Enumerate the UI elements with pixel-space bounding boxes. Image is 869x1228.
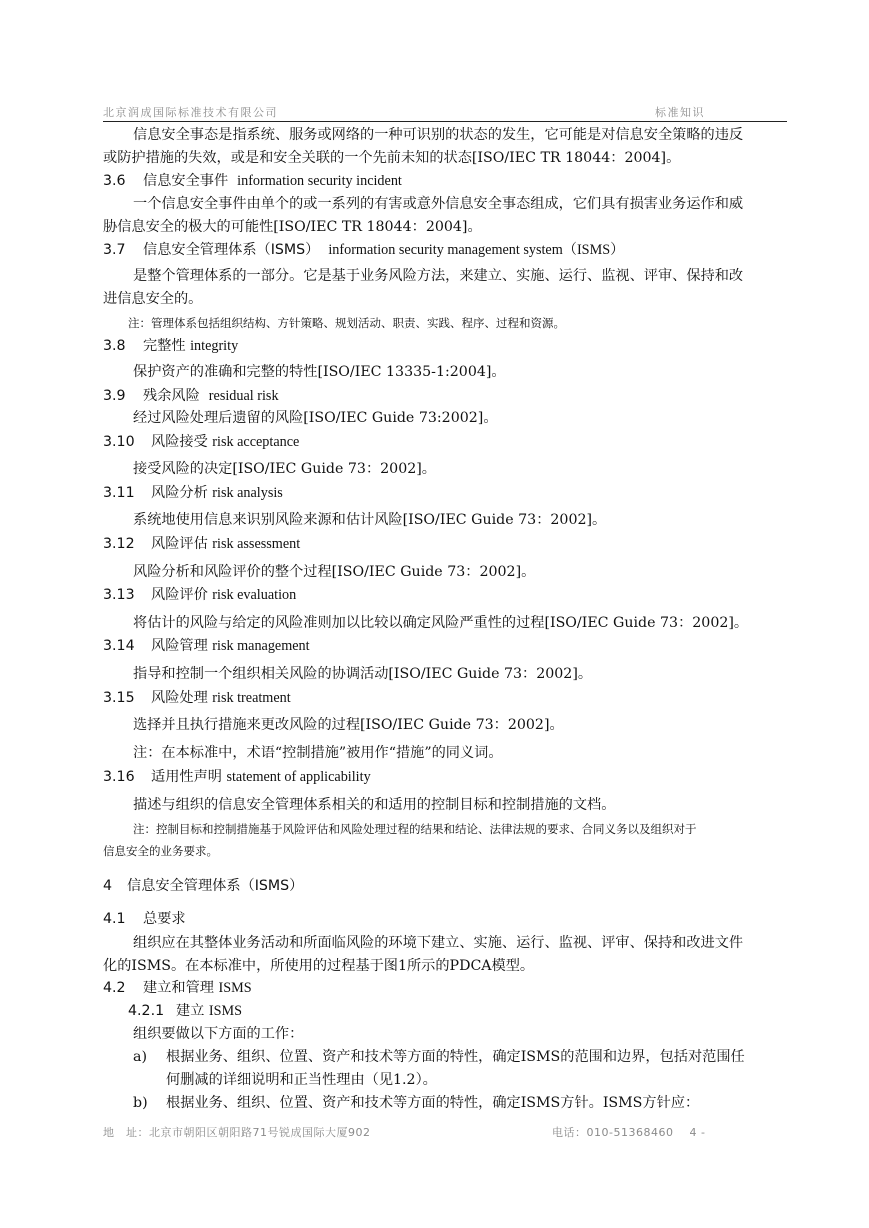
section-title-en: ISMS (218, 980, 252, 996)
term-zh: 风险分析 (151, 485, 208, 501)
term-zh: 风险处理 (151, 690, 208, 706)
section-heading-3-13 (103, 585, 296, 605)
paragraph-line: 胁信息安全的极大的可能性[ISO/IEC TR 18044：2004]。 (103, 219, 482, 235)
section-heading-3-12 (103, 534, 300, 554)
paragraph-line: 系统地使用信息来识别风险来源和估计风险[ISO/IEC Guide 73：2002]。 (133, 512, 607, 528)
list-marker: b) (133, 1095, 148, 1111)
term-zh: 风险接受 (151, 434, 208, 450)
section-number: 3.14 (103, 638, 135, 654)
header-category: 标准知识 (655, 106, 705, 119)
paragraph-line: 化的ISMS。在本标准中，所使用的过程基于图1所示的PDCA模型。 (103, 958, 535, 974)
paragraph-line: 进信息安全的。 (103, 291, 203, 307)
term-en: risk analysis (212, 485, 283, 501)
section-heading-4-1 (103, 909, 186, 929)
paragraph-line: 描述与组织的信息安全管理体系相关的和适用的控制目标和控制措施的文档。 (133, 797, 616, 813)
section-number: 4.1 (103, 911, 126, 927)
paragraph-line: 或防护措施的失效，或是和安全关联的一个先前未知的状态[ISO/IEC TR 18044：2004]。 (103, 150, 681, 166)
term-zh: 风险管理 (151, 638, 208, 654)
list-marker: a) (133, 1049, 147, 1065)
paragraph-line: 将估计的风险与给定的风险准则加以比较以确定风险严重性的过程[ISO/IEC Guide 73：2002]。 (133, 615, 749, 631)
section-heading-4-2 (103, 978, 252, 998)
section-heading-3-15 (103, 688, 291, 708)
page-number: 4 - (689, 1126, 706, 1139)
term-en: risk management (212, 638, 310, 654)
paragraph-line: 组织要做以下方面的工作： (133, 1026, 304, 1042)
note-text: 信息安全的业务要求。 (103, 844, 218, 858)
paragraph-line: 选择并且执行措施来更改风险的过程[ISO/IEC Guide 73：2002]。 (133, 717, 564, 733)
term-en: information security incident (237, 173, 402, 189)
paragraph-line: 是整个管理体系的一部分。它是基于业务风险方法，来建立、实施、运行、监视、评审、保持和改 (133, 268, 744, 284)
paragraph-line: 风险分析和风险评价的整个过程[ISO/IEC Guide 73：2002]。 (133, 564, 536, 580)
paragraph-line: 组织应在其整体业务活动和所面临风险的环境下建立、实施、运行、监视、评审、保持和改进文件 (133, 935, 744, 951)
header-rule (103, 121, 787, 122)
paragraph-line: 保护资产的准确和完整的特性[ISO/IEC 13335-1:2004]。 (133, 364, 506, 380)
section-number: 3.16 (103, 769, 135, 785)
footer-address: 地 址：北京市朝阳区朝阳路71号锐成国际大厦902 (103, 1126, 371, 1139)
section-number: 3.13 (103, 587, 135, 603)
chapter-heading-4 (103, 876, 303, 896)
term-zh: 残余风险 (143, 388, 200, 404)
section-heading-3-6 (103, 171, 402, 191)
term-zh: 风险评估 (151, 536, 208, 552)
term-en: risk treatment (212, 690, 291, 706)
chapter-title: 信息安全管理体系（ISMS） (127, 878, 304, 894)
footer-phone-number: 电话：010-51368460 (552, 1126, 674, 1139)
header-company: 北京润成国际标准技术有限公司 (103, 106, 278, 119)
term-en: statement of applicability (226, 769, 371, 785)
paragraph-line: 信息安全事态是指系统、服务或网络的一种可识别的状态的发生，它可能是对信息安全策略的违反 (133, 127, 744, 143)
term-zh: 信息安全管理体系（ISMS） (143, 242, 320, 258)
term-en: risk acceptance (212, 434, 300, 450)
paragraph-line: 一个信息安全事件由单个的或一系列的有害或意外信息安全事态组成，它们具有损害业务运作和威 (133, 196, 744, 212)
section-number: 3.12 (103, 536, 135, 552)
footer-phone (552, 1126, 705, 1140)
note-text: 注：控制目标和控制措施基于风险评估和风险处理过程的结果和结论、法律法规的要求、合同义务以及组织对于 (133, 822, 697, 836)
term-en: risk evaluation (212, 587, 297, 603)
section-title: 建立和管理 (143, 980, 214, 996)
term-en: residual risk (208, 388, 279, 404)
section-heading-3-16 (103, 767, 371, 787)
section-heading-3-8 (103, 336, 238, 356)
section-number: 3.6 (103, 173, 126, 189)
note-text: 注：在本标准中，术语“控制措施”被用作“措施”的同义词。 (133, 745, 503, 761)
paragraph-line: 经过风险处理后遗留的风险[ISO/IEC Guide 73:2002]。 (133, 410, 498, 426)
list-item-text: 何删减的详细说明和正当性理由（见1.2）。 (166, 1072, 437, 1088)
section-title-en: ISMS (208, 1003, 243, 1019)
list-item-text: 根据业务、组织、位置、资产和技术等方面的特性，确定ISMS的范围和边界，包括对范围任 (166, 1049, 745, 1065)
section-number: 3.15 (103, 690, 135, 706)
section-number: 3.7 (103, 242, 126, 258)
section-heading-4-2-1 (128, 1001, 242, 1021)
term-zh: 完整性 (143, 338, 186, 354)
note-text: 注：管理体系包括组织结构、方针策略、规划活动、职责、实践、程序、过程和资源。 (128, 316, 565, 330)
section-number: 3.9 (103, 388, 126, 404)
section-title: 总要求 (143, 911, 186, 927)
section-number: 3.8 (103, 338, 126, 354)
paragraph-line: 接受风险的决定[ISO/IEC Guide 73：2002]。 (133, 461, 436, 477)
term-zh: 风险评价 (151, 587, 208, 603)
section-number: 4.2 (103, 980, 126, 996)
paragraph-line: 指导和控制一个组织相关风险的协调活动[ISO/IEC Guide 73：2002]。 (133, 666, 593, 682)
term-en: information security management system（ISMS） (328, 242, 625, 258)
section-number: 3.10 (103, 434, 135, 450)
section-heading-3-7 (103, 240, 624, 260)
section-heading-3-10 (103, 432, 299, 452)
list-item-text: 根据业务、组织、位置、资产和技术等方面的特性，确定ISMS方针。ISMS方针应： (166, 1095, 700, 1111)
section-title: 建立 (176, 1003, 205, 1019)
section-number: 4 (103, 878, 113, 894)
term-en: risk assessment (212, 536, 301, 552)
term-en: integrity (190, 338, 239, 354)
term-zh: 信息安全事件 (143, 173, 229, 189)
section-heading-3-9 (103, 386, 279, 406)
section-heading-3-11 (103, 483, 283, 503)
section-number: 3.11 (103, 485, 135, 501)
term-zh: 适用性声明 (151, 769, 222, 785)
section-heading-3-14 (103, 636, 310, 656)
section-number: 4.2.1 (128, 1003, 165, 1019)
